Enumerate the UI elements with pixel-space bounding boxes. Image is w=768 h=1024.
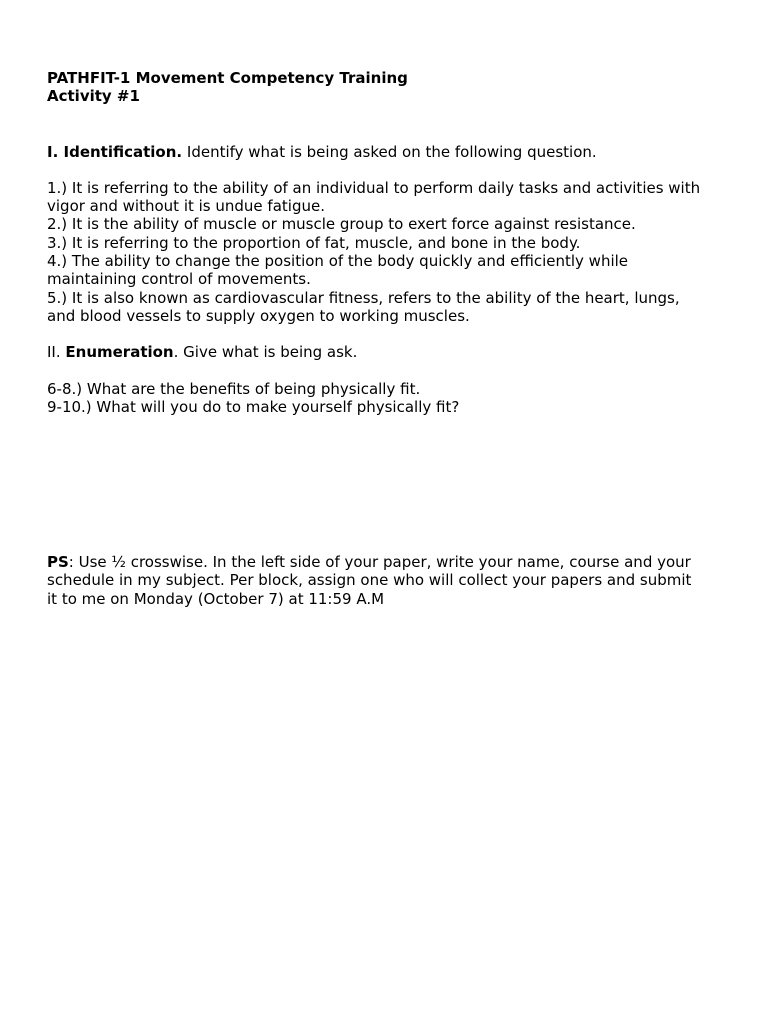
section-enumeration-prefix: II. <box>47 343 66 362</box>
question-5-line-2: and blood vessels to supply oxygen to working muscles. <box>47 306 470 325</box>
section-enumeration-instruction: . Give what is being ask. <box>173 343 358 362</box>
section-identification-heading <box>47 143 737 161</box>
section-identification-label: I. Identification. <box>47 142 183 161</box>
ps-line-1 <box>47 553 737 571</box>
activity-label: Activity #1 <box>47 87 140 106</box>
question-2: 2.) It is the ability of muscle or muscle group to exert force against resistance. <box>47 215 636 234</box>
section-enumeration-label: Enumeration <box>65 343 174 362</box>
ps-line-2: schedule in my subject. Per block, assign one who will collect your papers and submit <box>47 571 692 590</box>
document-title: PATHFIT-1 Movement Competency Training <box>47 69 408 87</box>
ps-text-1: : Use ½ crosswise. In the left side of your paper, write your name, course and your <box>68 553 691 572</box>
question-1-line-1: 1.) It is referring to the ability of an individual to perform daily tasks and activities with <box>47 178 701 197</box>
question-1-line-2: vigor and without it is undue fatigue. <box>47 197 325 216</box>
question-9-10: 9-10.) What will you do to make yourself physically fit? <box>47 397 460 416</box>
question-5-line-1: 5.) It is also known as cardiovascular fitness, refers to the ability of the heart, lungs, <box>47 288 680 307</box>
question-4-line-1: 4.) The ability to change the position of the body quickly and efficiently while <box>47 252 629 271</box>
section-enumeration-heading <box>47 343 737 361</box>
document-page <box>47 69 737 608</box>
ps-label: PS <box>47 553 69 572</box>
ps-line-3: it to me on Monday (October 7) at 11:59 A.M <box>47 589 385 608</box>
question-6-8: 6-8.) What are the benefits of being physically fit. <box>47 379 421 398</box>
section-identification-instruction: Identify what is being asked on the following question. <box>182 142 597 161</box>
question-4-line-2: maintaining control of movements. <box>47 270 311 289</box>
question-3: 3.) It is referring to the proportion of fat, muscle, and bone in the body. <box>47 233 581 252</box>
